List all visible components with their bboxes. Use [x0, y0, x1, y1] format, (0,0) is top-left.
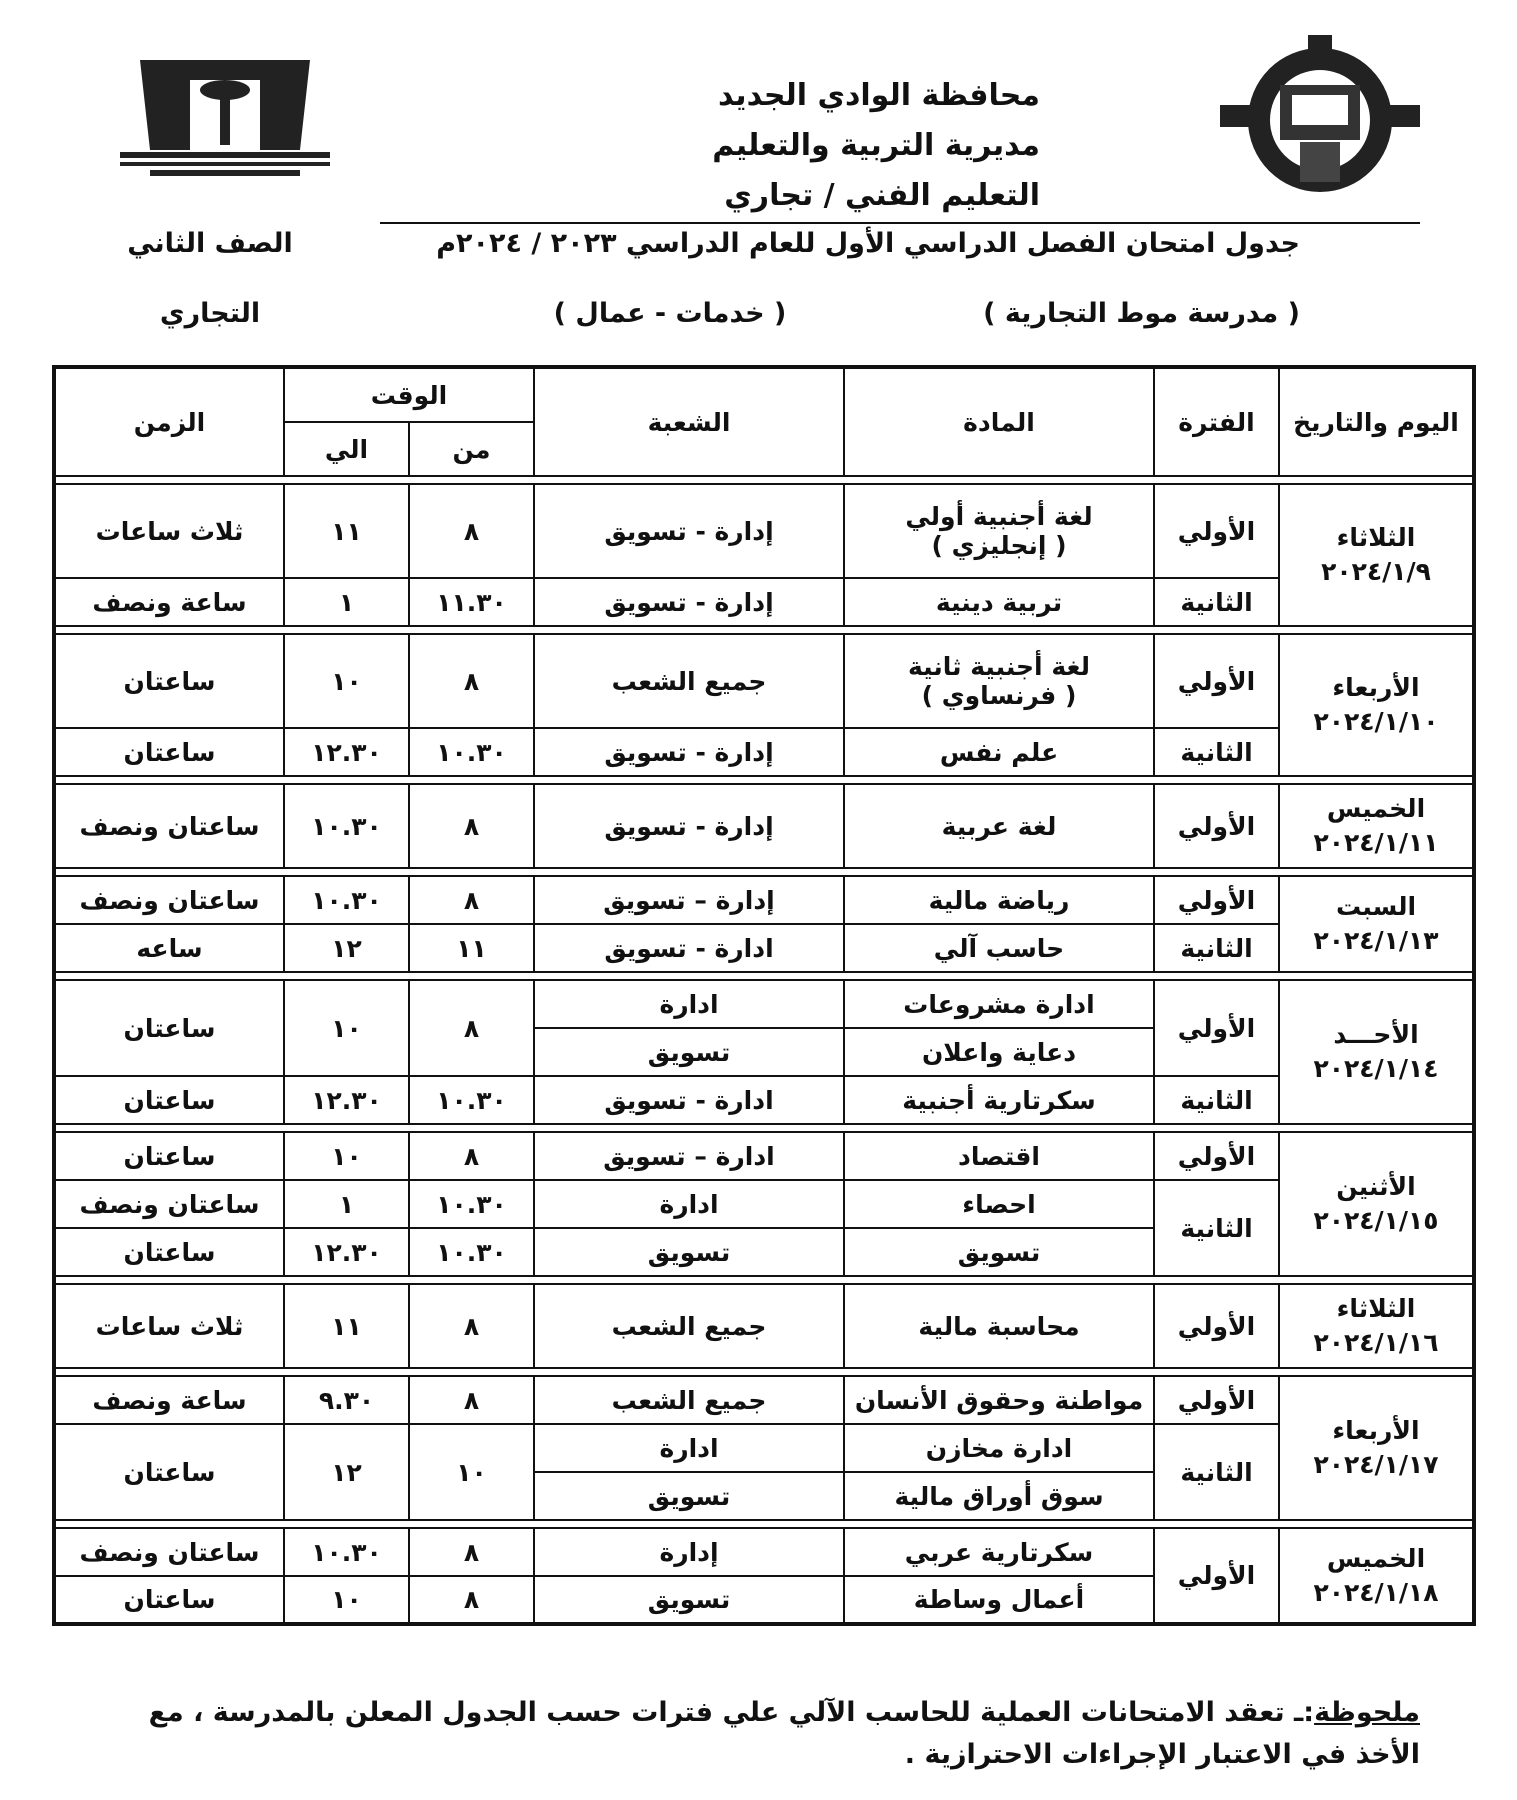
duration-cell: ساعتان	[54, 728, 284, 776]
subject-cell: احصاء	[844, 1180, 1154, 1228]
from-cell: ١٠.٣٠	[409, 1228, 534, 1276]
branch-cell: جميع الشعب	[534, 1376, 844, 1424]
branch-cell: إدارة	[534, 1528, 844, 1576]
branch-cell: تسويق	[534, 1028, 844, 1076]
governorate-title: محافظة الوادي الجديد	[717, 78, 1040, 113]
to-cell: ١٠.٣٠	[284, 1528, 409, 1576]
header-duration: الزمن	[54, 367, 284, 476]
duration-cell: ساعة ونصف	[54, 578, 284, 626]
exam-date: ٢٠٢٤/١/١٨	[1313, 1577, 1439, 1607]
from-cell: ٨	[409, 980, 534, 1076]
exam-date: ٢٠٢٤/١/١٥	[1313, 1206, 1439, 1235]
period-cell: الأولي	[1154, 1376, 1279, 1424]
day-name: الثلاثاء	[1336, 523, 1416, 553]
day-date-cell	[1279, 1132, 1474, 1276]
duration-cell: ساعتان	[54, 1424, 284, 1520]
day-name: الأربعاء	[1332, 673, 1420, 703]
table-row	[54, 876, 1474, 924]
schedule-title: جدول امتحان الفصل الدراسي الأول للعام الدراسي ٢٠٢٣ / ٢٠٢٤م	[436, 228, 1300, 259]
to-cell: ١٢	[284, 1424, 409, 1520]
table-row	[54, 1076, 1474, 1124]
to-cell: ١١	[284, 484, 409, 578]
branch-cell: إدارة - تسويق	[534, 784, 844, 868]
exam-date: ٢٠٢٤/١/١٦	[1313, 1328, 1439, 1357]
header-day-date: اليوم والتاريخ	[1279, 367, 1474, 476]
branch-cell: إدارة – تسويق	[534, 876, 844, 924]
new-valley-governorate-logo	[110, 40, 340, 180]
period-cell: الثانية	[1154, 1180, 1279, 1276]
header-from: من	[409, 422, 534, 476]
to-cell: ١٠	[284, 980, 409, 1076]
note-label: ملحوظة	[1314, 1697, 1420, 1728]
period-cell: الأولي	[1154, 484, 1279, 578]
subject-cell: تربية دينية	[844, 578, 1154, 626]
branch-cell: إدارة - تسويق	[534, 484, 844, 578]
technical-education-title: التعليم الفني / تجاري	[724, 178, 1040, 213]
subject-cell: علم نفس	[844, 728, 1154, 776]
subject-cell: حاسب آلي	[844, 924, 1154, 972]
from-cell: ١٠.٣٠	[409, 1180, 534, 1228]
from-cell: ١٠.٣٠	[409, 728, 534, 776]
exam-schedule-table	[52, 365, 1476, 1626]
header-time: الوقت	[284, 367, 534, 422]
exam-date: ٢٠٢٤/١/١٤	[1313, 1054, 1439, 1083]
table-row	[54, 1284, 1474, 1368]
branch-cell: تسويق	[534, 1472, 844, 1520]
branch-cell: تسويق	[534, 1576, 844, 1624]
duration-cell: ساعة ونصف	[54, 1376, 284, 1424]
day-name: السبت	[1335, 892, 1417, 922]
track-label: ( خدمات - عمال )	[553, 298, 787, 329]
duration-cell: ثلاث ساعات	[54, 484, 284, 578]
duration-cell: ساعتان ونصف	[54, 784, 284, 868]
table-row	[54, 1424, 1474, 1472]
from-cell: ٨	[409, 634, 534, 728]
duration-cell: ساعتان	[54, 1576, 284, 1624]
table-row	[54, 1180, 1474, 1228]
duration-cell: ساعتان	[54, 1132, 284, 1180]
table-row	[54, 1528, 1474, 1576]
subject-cell: أعمال وساطة	[844, 1576, 1154, 1624]
to-cell: ١٠	[284, 1576, 409, 1624]
to-cell: ١٠.٣٠	[284, 784, 409, 868]
directorate-title: مديرية التربية والتعليم	[712, 128, 1040, 163]
exam-date: ٢٠٢٤/١/١١	[1313, 828, 1439, 857]
table-row	[54, 980, 1474, 1028]
period-cell: الثانية	[1154, 924, 1279, 972]
exam-date: ٢٠٢٤/١/١٣	[1313, 926, 1439, 955]
day-name: الثلاثاء	[1336, 1294, 1416, 1324]
branch-cell: ادارة	[534, 980, 844, 1028]
to-cell: ١	[284, 1180, 409, 1228]
branch-cell: جميع الشعب	[534, 634, 844, 728]
note-text: :ـ تعقد الامتحانات العملية للحاسب الآلي علي فترات حسب الجدول المعلن بالمدرسة ، مع الأخذ في الاعتبار الإجراءات الاحترازية .	[148, 1697, 1420, 1770]
to-cell: ١٠.٣٠	[284, 876, 409, 924]
from-cell: ٨	[409, 1528, 534, 1576]
day-date-cell	[1279, 1528, 1474, 1624]
period-cell: الأولي	[1154, 876, 1279, 924]
duration-cell: ساعتان	[54, 1228, 284, 1276]
subject-cell: اقتصاد	[844, 1132, 1154, 1180]
period-cell: الأولي	[1154, 1528, 1279, 1624]
duration-cell: ساعتان ونصف	[54, 876, 284, 924]
from-cell: ٨	[409, 1376, 534, 1424]
period-cell: الأولي	[1154, 784, 1279, 868]
subject-cell: ادارة مشروعات	[844, 980, 1154, 1028]
subject-cell: ادارة مخازن	[844, 1424, 1154, 1472]
period-cell: الثانية	[1154, 578, 1279, 626]
subject-cell: لغة أجنبية أولي ( إنجليزي )	[844, 484, 1154, 578]
from-cell: ٨	[409, 784, 534, 868]
subject-cell: دعاية واعلان	[844, 1028, 1154, 1076]
period-cell: الثانية	[1154, 728, 1279, 776]
technical-education-logo	[1200, 30, 1440, 200]
period-cell: الأولي	[1154, 1132, 1279, 1180]
to-cell: ١٢	[284, 924, 409, 972]
duration-cell: ساعتان ونصف	[54, 1528, 284, 1576]
day-date-cell	[1279, 634, 1474, 776]
day-name: الأحـــد	[1333, 1020, 1419, 1050]
branch-cell: ادارة - تسويق	[534, 924, 844, 972]
subject-cell: مواطنة وحقوق الأنسان	[844, 1376, 1154, 1424]
header-branch: الشعبة	[534, 367, 844, 476]
school-label: ( مدرسة موط التجارية )	[983, 298, 1300, 329]
branch-cell: إدارة - تسويق	[534, 728, 844, 776]
duration-cell: ساعتان	[54, 980, 284, 1076]
branch-cell: ادارة – تسويق	[534, 1132, 844, 1180]
from-cell: ٨	[409, 1576, 534, 1624]
day-name: الأربعاء	[1332, 1416, 1420, 1446]
exam-date: ٢٠٢٤/١/٩	[1321, 557, 1431, 586]
subject-cell: لغة أجنبية ثانية ( فرنساوي )	[844, 634, 1154, 728]
duration-cell: ساعه	[54, 924, 284, 972]
subject-cell: سكرتارية عربي	[844, 1528, 1154, 1576]
branch-cell: إدارة - تسويق	[534, 578, 844, 626]
to-cell: ١٢.٣٠	[284, 728, 409, 776]
table-row	[54, 1376, 1474, 1424]
from-cell: ١٠	[409, 1424, 534, 1520]
to-cell: ١٠	[284, 1132, 409, 1180]
branch-cell: جميع الشعب	[534, 1284, 844, 1368]
grade-label: الصف الثاني	[127, 228, 293, 259]
branch-cell: تسويق	[534, 1228, 844, 1276]
day-name: الخميس	[1326, 1543, 1426, 1573]
table-row	[54, 578, 1474, 626]
day-date-cell	[1279, 784, 1474, 868]
from-cell: ٨	[409, 876, 534, 924]
from-cell: ١١	[409, 924, 534, 972]
to-cell: ١١	[284, 1284, 409, 1368]
table-row	[54, 784, 1474, 868]
from-cell: ١١.٣٠	[409, 578, 534, 626]
from-cell: ٨	[409, 1284, 534, 1368]
table-row	[54, 1132, 1474, 1180]
to-cell: ١	[284, 578, 409, 626]
branch-cell: ادارة	[534, 1180, 844, 1228]
footnote	[90, 1692, 1420, 1776]
subject-cell: تسويق	[844, 1228, 1154, 1276]
duration-cell: ساعتان ونصف	[54, 1180, 284, 1228]
exam-date: ٢٠٢٤/١/١٠	[1313, 707, 1439, 736]
day-date-cell	[1279, 484, 1474, 626]
duration-cell: ساعتان	[54, 1076, 284, 1124]
period-cell: الثانية	[1154, 1076, 1279, 1124]
header-divider	[380, 222, 1420, 224]
day-date-cell	[1279, 1284, 1474, 1368]
subject-cell: سوق أوراق مالية	[844, 1472, 1154, 1520]
day-date-cell	[1279, 876, 1474, 972]
header-period: الفترة	[1154, 367, 1279, 476]
day-date-cell	[1279, 1376, 1474, 1520]
subject-cell: محاسبة مالية	[844, 1284, 1154, 1368]
to-cell: ٩.٣٠	[284, 1376, 409, 1424]
from-cell: ١٠.٣٠	[409, 1076, 534, 1124]
subject-cell: سكرتارية أجنبية	[844, 1076, 1154, 1124]
duration-cell: ساعتان	[54, 634, 284, 728]
subject-cell: رياضة مالية	[844, 876, 1154, 924]
subject-cell: لغة عربية	[844, 784, 1154, 868]
period-cell: الأولي	[1154, 1284, 1279, 1368]
header-to: الي	[284, 422, 409, 476]
day-name: الأثنين	[1336, 1172, 1416, 1202]
branch-cell: ادارة	[534, 1424, 844, 1472]
day-name: الخميس	[1326, 794, 1426, 824]
to-cell: ١٢.٣٠	[284, 1076, 409, 1124]
period-cell: الأولي	[1154, 634, 1279, 728]
table-row	[54, 728, 1474, 776]
table-row	[54, 924, 1474, 972]
to-cell: ١٢.٣٠	[284, 1228, 409, 1276]
department-label: التجاري	[159, 298, 261, 329]
day-date-cell	[1279, 980, 1474, 1124]
table-row	[54, 634, 1474, 728]
from-cell: ٨	[409, 1132, 534, 1180]
period-cell: الثانية	[1154, 1424, 1279, 1520]
period-cell: الأولي	[1154, 980, 1279, 1076]
duration-cell: ثلاث ساعات	[54, 1284, 284, 1368]
exam-date: ٢٠٢٤/١/١٧	[1313, 1450, 1439, 1479]
table-row	[54, 484, 1474, 578]
header-subject: المادة	[844, 367, 1154, 476]
to-cell: ١٠	[284, 634, 409, 728]
branch-cell: ادارة - تسويق	[534, 1076, 844, 1124]
from-cell: ٨	[409, 484, 534, 578]
